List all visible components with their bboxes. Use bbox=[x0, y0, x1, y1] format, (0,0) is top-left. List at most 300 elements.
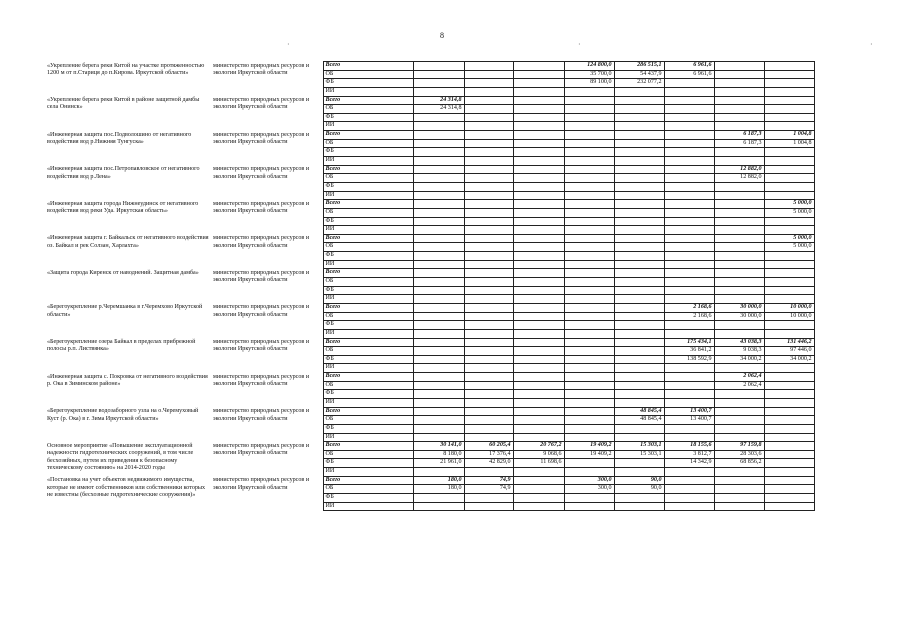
amount-cell: 2 168,6 bbox=[664, 312, 714, 321]
amount-cell bbox=[614, 200, 664, 209]
amount-cell bbox=[413, 226, 464, 235]
amount-cell bbox=[464, 381, 513, 390]
amount-cell: 300,0 bbox=[564, 485, 614, 494]
amount-cell bbox=[614, 243, 664, 252]
funding-source: ОБ bbox=[323, 450, 413, 459]
amount-cell bbox=[413, 148, 464, 157]
amount-cell bbox=[513, 260, 564, 269]
amount-cell bbox=[764, 329, 814, 338]
amount-cell bbox=[614, 260, 664, 269]
amount-cell bbox=[664, 502, 714, 511]
amount-cell bbox=[564, 139, 614, 148]
amount-cell: 5 000,0 bbox=[764, 200, 814, 209]
amount-cell bbox=[513, 105, 564, 114]
amount-cell bbox=[413, 303, 464, 312]
amount-cell bbox=[464, 286, 513, 295]
amount-cell bbox=[513, 278, 564, 287]
amount-cell bbox=[513, 433, 564, 442]
amount-cell: 21 961,0 bbox=[413, 459, 464, 468]
amount-cell: 97 446,0 bbox=[764, 347, 814, 356]
table-row bbox=[45, 407, 814, 416]
amount-cell: 2 062,4 bbox=[714, 381, 764, 390]
amount-cell bbox=[413, 468, 464, 477]
amount-cell bbox=[714, 424, 764, 433]
amount-cell: 90,0 bbox=[614, 476, 664, 485]
funding-source: ФБ bbox=[323, 459, 413, 468]
funding-source: Всего bbox=[323, 269, 413, 278]
amount-cell bbox=[714, 157, 764, 166]
amount-cell bbox=[614, 494, 664, 503]
amount-cell bbox=[614, 139, 664, 148]
amount-cell bbox=[464, 165, 513, 174]
scan-dot: · bbox=[287, 40, 290, 49]
funding-source: ИИ bbox=[323, 364, 413, 373]
amount-cell: 35 700,0 bbox=[564, 70, 614, 79]
table-row bbox=[45, 338, 814, 347]
amount-cell bbox=[464, 347, 513, 356]
amount-cell bbox=[764, 79, 814, 88]
amount-cell bbox=[413, 208, 464, 217]
table-row bbox=[45, 96, 814, 105]
amount-cell bbox=[764, 105, 814, 114]
amount-cell bbox=[614, 364, 664, 373]
amount-cell bbox=[413, 502, 464, 511]
responsible-executor: министерство природных ресурсов и экологии Иркутской области bbox=[213, 477, 310, 491]
amount-cell bbox=[764, 424, 814, 433]
amount-cell: 30 000,0 bbox=[714, 303, 764, 312]
amount-cell bbox=[564, 433, 614, 442]
amount-cell bbox=[564, 295, 614, 304]
amount-cell: 5 000,0 bbox=[764, 208, 814, 217]
amount-cell bbox=[513, 200, 564, 209]
amount-cell bbox=[413, 373, 464, 382]
amount-cell bbox=[413, 217, 464, 226]
amount-cell bbox=[513, 139, 564, 148]
amount-cell bbox=[564, 286, 614, 295]
amount-cell bbox=[664, 433, 714, 442]
funding-source: ФБ bbox=[323, 217, 413, 226]
funding-source: ФБ bbox=[323, 424, 413, 433]
amount-cell bbox=[714, 122, 764, 131]
amount-cell bbox=[564, 321, 614, 330]
amount-cell bbox=[464, 303, 513, 312]
amount-cell bbox=[564, 398, 614, 407]
amount-cell bbox=[614, 329, 664, 338]
amount-cell: 3 812,7 bbox=[664, 450, 714, 459]
amount-cell bbox=[664, 191, 714, 200]
amount-cell: 232 077,2 bbox=[614, 79, 664, 88]
amount-cell bbox=[764, 252, 814, 261]
amount-cell bbox=[464, 494, 513, 503]
funding-source: ОБ bbox=[323, 70, 413, 79]
amount-cell bbox=[413, 243, 464, 252]
amount-cell bbox=[664, 208, 714, 217]
funding-source: ОБ bbox=[323, 139, 413, 148]
amount-cell bbox=[513, 424, 564, 433]
amount-cell bbox=[714, 364, 764, 373]
measure-name: «Укрепление берега реки Китой на участке протяженностью 1200 м от п.Стариця до п.Кирова. Иркутской области» bbox=[47, 62, 205, 76]
amount-cell bbox=[764, 260, 814, 269]
responsible-executor: министерство природных ресурсов и экологии Иркутской области bbox=[213, 62, 310, 76]
amount-cell bbox=[564, 131, 614, 140]
funding-source: ИИ bbox=[323, 226, 413, 235]
amount-cell bbox=[513, 234, 564, 243]
funding-source: ОБ bbox=[323, 208, 413, 217]
amount-cell bbox=[564, 105, 614, 114]
amount-cell bbox=[614, 347, 664, 356]
measure-name: «Защита города Киренск от наводнений. Защитная дамба» bbox=[47, 269, 199, 276]
amount-cell bbox=[714, 70, 764, 79]
amount-cell bbox=[513, 269, 564, 278]
amount-cell bbox=[513, 321, 564, 330]
amount-cell bbox=[614, 252, 664, 261]
measure-name: «Укрепление берега реки Китой в районе защитной дамбы села Онинск» bbox=[47, 97, 200, 111]
amount-cell bbox=[764, 62, 814, 71]
amount-cell bbox=[464, 174, 513, 183]
amount-cell bbox=[413, 122, 464, 131]
amount-cell: 300,0 bbox=[564, 476, 614, 485]
amount-cell bbox=[764, 96, 814, 105]
amount-cell bbox=[614, 381, 664, 390]
amount-cell bbox=[513, 113, 564, 122]
measure-name: «Инженерная защита с. Покровка от негативного воздействия р. Ока в Зиминском районе» bbox=[47, 373, 208, 387]
table-row bbox=[45, 373, 814, 382]
amount-cell bbox=[764, 442, 814, 451]
amount-cell bbox=[413, 364, 464, 373]
amount-cell bbox=[564, 87, 614, 96]
amount-cell bbox=[564, 278, 614, 287]
funding-source: ОБ bbox=[323, 347, 413, 356]
funding-source: ИИ bbox=[323, 191, 413, 200]
amount-cell bbox=[564, 312, 614, 321]
amount-cell bbox=[464, 373, 513, 382]
amount-cell bbox=[413, 139, 464, 148]
amount-cell: 43 038,3 bbox=[714, 338, 764, 347]
amount-cell bbox=[464, 87, 513, 96]
amount-cell bbox=[464, 208, 513, 217]
amount-cell bbox=[464, 329, 513, 338]
amount-cell bbox=[513, 398, 564, 407]
amount-cell bbox=[464, 122, 513, 131]
amount-cell bbox=[714, 278, 764, 287]
amount-cell: 9 068,6 bbox=[513, 450, 564, 459]
funding-source: ФБ bbox=[323, 182, 413, 191]
funding-source: ОБ bbox=[323, 312, 413, 321]
amount-cell bbox=[764, 416, 814, 425]
amount-cell bbox=[564, 303, 614, 312]
amount-cell: 138 592,9 bbox=[664, 355, 714, 364]
amount-cell bbox=[764, 502, 814, 511]
funding-source: ИИ bbox=[323, 122, 413, 131]
amount-cell bbox=[664, 87, 714, 96]
amount-cell bbox=[714, 182, 764, 191]
amount-cell bbox=[464, 424, 513, 433]
amount-cell bbox=[413, 312, 464, 321]
amount-cell: 60 205,4 bbox=[464, 442, 513, 451]
amount-cell bbox=[664, 182, 714, 191]
amount-cell bbox=[664, 252, 714, 261]
amount-cell: 6 961,6 bbox=[664, 70, 714, 79]
amount-cell bbox=[564, 148, 614, 157]
amount-cell bbox=[564, 165, 614, 174]
funding-source: ОБ bbox=[323, 174, 413, 183]
amount-cell bbox=[764, 157, 814, 166]
measure-name: Основное мероприятие «Повышение эксплуатационной надежности гидротехнических сооружений, в том числе бесхозяйных, путем их приведения к безопасному техническому состоянию» на 2014-2020 годы bbox=[47, 442, 194, 471]
amount-cell bbox=[464, 295, 513, 304]
amount-cell bbox=[513, 364, 564, 373]
amount-cell bbox=[413, 295, 464, 304]
measure-name: «Инженерная защита г. Байкальск от негативного воздействия оз. Байкал и рек Солзан, Харлахта» bbox=[47, 235, 209, 249]
amount-cell bbox=[564, 424, 614, 433]
amount-cell bbox=[614, 226, 664, 235]
amount-cell bbox=[413, 347, 464, 356]
funding-source: ОБ bbox=[323, 243, 413, 252]
amount-cell bbox=[464, 191, 513, 200]
amount-cell bbox=[513, 191, 564, 200]
amount-cell bbox=[464, 200, 513, 209]
amount-cell: 10 000,0 bbox=[764, 312, 814, 321]
amount-cell bbox=[513, 87, 564, 96]
funding-source: Всего bbox=[323, 165, 413, 174]
amount-cell bbox=[614, 303, 664, 312]
amount-cell: 286 515,1 bbox=[614, 62, 664, 71]
amount-cell bbox=[614, 122, 664, 131]
table-row bbox=[45, 234, 814, 243]
funding-source: ИИ bbox=[323, 157, 413, 166]
amount-cell: 175 434,1 bbox=[664, 338, 714, 347]
amount-cell bbox=[464, 234, 513, 243]
funding-source: Всего bbox=[323, 338, 413, 347]
amount-cell bbox=[564, 329, 614, 338]
amount-cell: 19 409,2 bbox=[564, 442, 614, 451]
amount-cell bbox=[413, 113, 464, 122]
funding-source: ФБ bbox=[323, 252, 413, 261]
amount-cell bbox=[664, 148, 714, 157]
amount-cell bbox=[614, 424, 664, 433]
amount-cell bbox=[664, 243, 714, 252]
amount-cell bbox=[464, 278, 513, 287]
amount-cell bbox=[564, 468, 614, 477]
amount-cell bbox=[413, 131, 464, 140]
amount-cell bbox=[664, 157, 714, 166]
amount-cell bbox=[664, 79, 714, 88]
amount-cell bbox=[664, 424, 714, 433]
amount-cell bbox=[714, 243, 764, 252]
amount-cell bbox=[413, 433, 464, 442]
amount-cell bbox=[513, 243, 564, 252]
amount-cell: 34 000,2 bbox=[714, 355, 764, 364]
amount-cell bbox=[714, 96, 764, 105]
responsible-executor: министерство природных ресурсов и экологии Иркутской области bbox=[213, 131, 310, 146]
amount-cell: 14 342,9 bbox=[664, 459, 714, 468]
amount-cell bbox=[764, 148, 814, 157]
amount-cell: 5 000,0 bbox=[764, 234, 814, 243]
amount-cell bbox=[513, 502, 564, 511]
funding-source: ИИ bbox=[323, 502, 413, 511]
amount-cell bbox=[413, 286, 464, 295]
amount-cell: 13 400,7 bbox=[664, 407, 714, 416]
amount-cell: 24 314,8 bbox=[413, 96, 464, 105]
amount-cell bbox=[714, 148, 764, 157]
amount-cell bbox=[764, 450, 814, 459]
amount-cell bbox=[614, 312, 664, 321]
table-row bbox=[45, 200, 814, 209]
amount-cell bbox=[413, 200, 464, 209]
amount-cell bbox=[564, 96, 614, 105]
amount-cell bbox=[413, 381, 464, 390]
amount-cell bbox=[513, 286, 564, 295]
amount-cell bbox=[764, 278, 814, 287]
amount-cell bbox=[464, 105, 513, 114]
responsible-executor: министерство природных ресурсов и экологии Иркутской области bbox=[213, 200, 310, 215]
amount-cell bbox=[614, 286, 664, 295]
funding-source: Всего bbox=[323, 96, 413, 105]
funding-source: Всего bbox=[323, 407, 413, 416]
funding-source: ФБ bbox=[323, 79, 413, 88]
amount-cell bbox=[564, 234, 614, 243]
funding-source: ИИ bbox=[323, 329, 413, 338]
responsible-executor: министерство природных ресурсов и экологии Иркутской области bbox=[213, 339, 310, 353]
amount-cell bbox=[664, 329, 714, 338]
amount-cell bbox=[664, 217, 714, 226]
amount-cell bbox=[614, 355, 664, 364]
amount-cell bbox=[513, 485, 564, 494]
responsible-executor: министерство природных ресурсов и экологии Иркутской области bbox=[213, 442, 310, 457]
amount-cell bbox=[614, 278, 664, 287]
amount-cell: 15 303,1 bbox=[614, 450, 664, 459]
amount-cell bbox=[714, 113, 764, 122]
amount-cell bbox=[664, 485, 714, 494]
funding-source: ИИ bbox=[323, 468, 413, 477]
amount-cell bbox=[464, 398, 513, 407]
responsible-executor: министерство природных ресурсов и экологии Иркутской области bbox=[213, 166, 310, 180]
amount-cell bbox=[714, 87, 764, 96]
amount-cell bbox=[614, 269, 664, 278]
amount-cell bbox=[764, 286, 814, 295]
amount-cell bbox=[764, 390, 814, 399]
responsible-executor: министерство природных ресурсов и экологии Иркутской области bbox=[213, 235, 310, 249]
amount-cell: 10 000,0 bbox=[764, 303, 814, 312]
amount-cell bbox=[614, 148, 664, 157]
amount-cell: 28 303,6 bbox=[714, 450, 764, 459]
funding-source: ИИ bbox=[323, 398, 413, 407]
amount-cell bbox=[413, 79, 464, 88]
amount-cell bbox=[464, 157, 513, 166]
table-row bbox=[45, 476, 814, 485]
amount-cell bbox=[614, 217, 664, 226]
amount-cell bbox=[464, 407, 513, 416]
amount-cell: 6 187,3 bbox=[714, 131, 764, 140]
amount-cell: 42 829,0 bbox=[464, 459, 513, 468]
amount-cell bbox=[714, 269, 764, 278]
amount-cell bbox=[664, 113, 714, 122]
amount-cell bbox=[714, 79, 764, 88]
amount-cell bbox=[464, 96, 513, 105]
amount-cell bbox=[614, 191, 664, 200]
amount-cell bbox=[413, 390, 464, 399]
amount-cell bbox=[614, 182, 664, 191]
amount-cell bbox=[664, 260, 714, 269]
amount-cell bbox=[764, 182, 814, 191]
amount-cell: 30 000,0 bbox=[714, 312, 764, 321]
amount-cell: 11 698,6 bbox=[513, 459, 564, 468]
amount-cell bbox=[664, 200, 714, 209]
amount-cell bbox=[664, 105, 714, 114]
amount-cell bbox=[464, 468, 513, 477]
amount-cell bbox=[714, 105, 764, 114]
funding-source: ФБ bbox=[323, 321, 413, 330]
amount-cell bbox=[513, 157, 564, 166]
amount-cell bbox=[413, 260, 464, 269]
measure-name: «Инженерная защита города Нижнеудинск от негативного воздействия вод реки Уда. Иркутская область» bbox=[47, 200, 199, 215]
amount-cell bbox=[714, 416, 764, 425]
measure-name: «Инженерная защита пос.Подволошино от негативного воздействия вод р.Нижняя Тунгуска» bbox=[47, 131, 192, 146]
amount-cell bbox=[614, 113, 664, 122]
funding-source: Всего bbox=[323, 303, 413, 312]
amount-cell bbox=[764, 295, 814, 304]
amount-cell bbox=[764, 226, 814, 235]
amount-cell: 2 168,6 bbox=[664, 303, 714, 312]
funding-source: Всего bbox=[323, 373, 413, 382]
funding-source: ФБ bbox=[323, 113, 413, 122]
amount-cell bbox=[513, 70, 564, 79]
funding-source: Всего bbox=[323, 234, 413, 243]
amount-cell bbox=[464, 390, 513, 399]
funding-source: Всего bbox=[323, 200, 413, 209]
amount-cell bbox=[464, 364, 513, 373]
amount-cell bbox=[464, 62, 513, 71]
amount-cell bbox=[614, 174, 664, 183]
funding-source: ОБ bbox=[323, 485, 413, 494]
amount-cell bbox=[614, 131, 664, 140]
amount-cell bbox=[564, 494, 614, 503]
amount-cell bbox=[764, 433, 814, 442]
amount-cell bbox=[614, 295, 664, 304]
amount-cell bbox=[564, 347, 614, 356]
amount-cell bbox=[513, 148, 564, 157]
amount-cell bbox=[413, 62, 464, 71]
amount-cell bbox=[513, 208, 564, 217]
amount-cell bbox=[513, 79, 564, 88]
amount-cell bbox=[664, 122, 714, 131]
amount-cell bbox=[413, 174, 464, 183]
amount-cell bbox=[513, 252, 564, 261]
amount-cell bbox=[464, 502, 513, 511]
amount-cell: 19 409,2 bbox=[564, 450, 614, 459]
amount-cell bbox=[714, 200, 764, 209]
amount-cell bbox=[664, 165, 714, 174]
amount-cell bbox=[564, 208, 614, 217]
amount-cell bbox=[464, 355, 513, 364]
amount-cell bbox=[513, 122, 564, 131]
amount-cell bbox=[714, 494, 764, 503]
amount-cell bbox=[464, 338, 513, 347]
amount-cell bbox=[413, 157, 464, 166]
amount-cell bbox=[714, 260, 764, 269]
amount-cell bbox=[614, 373, 664, 382]
amount-cell: 8 180,0 bbox=[413, 450, 464, 459]
amount-cell: 13 400,7 bbox=[664, 416, 714, 425]
amount-cell bbox=[664, 364, 714, 373]
amount-cell bbox=[413, 165, 464, 174]
amount-cell bbox=[464, 269, 513, 278]
amount-cell bbox=[664, 139, 714, 148]
amount-cell bbox=[413, 234, 464, 243]
responsible-executor: министерство природных ресурсов и экологии Иркутской области bbox=[213, 373, 310, 387]
amount-cell bbox=[464, 312, 513, 321]
table-row bbox=[45, 165, 814, 174]
amount-cell bbox=[714, 234, 764, 243]
